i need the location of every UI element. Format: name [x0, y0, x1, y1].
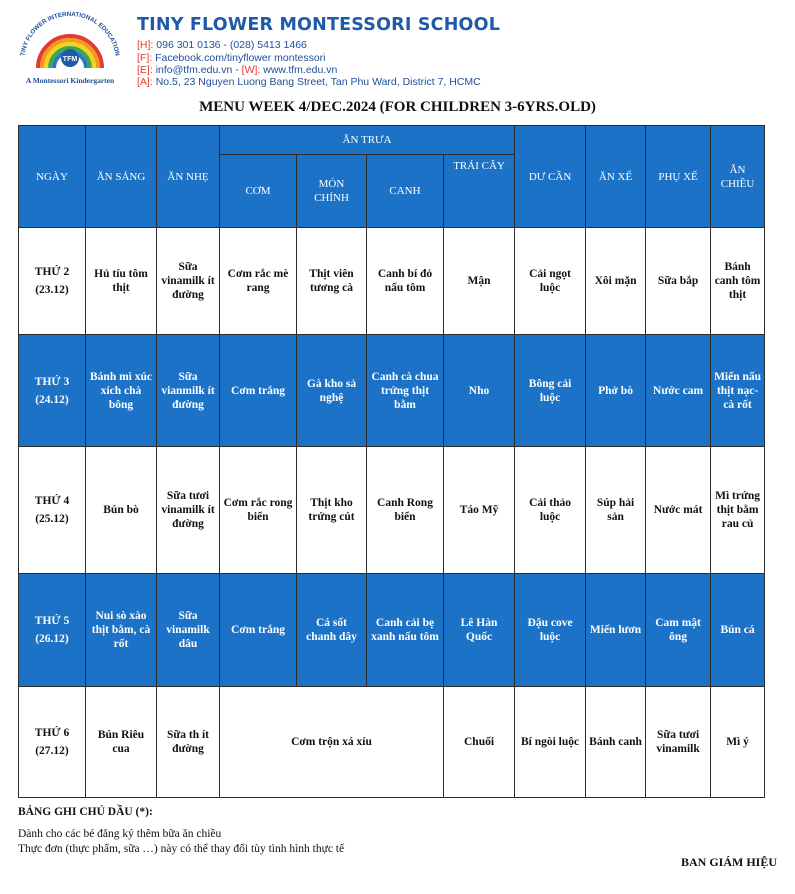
table-row: [19, 574, 765, 687]
contact-facebook: [137, 52, 326, 64]
an-chieu-cell: Miến nấu thịt nạc-cà rốt: [711, 335, 765, 447]
address-value: No.5, 23 Nguyen Luong Bang Street, Tan Phu Ward, District 7, HCMC: [155, 76, 481, 88]
an-sang-cell: Nui sò xào thịt bằm, cà rốt: [86, 574, 157, 687]
col-header-mon-chinh: MÓN CHÍNH: [297, 155, 367, 228]
notes-heading: BẢNG GHI CHÚ DẦU (*):: [18, 806, 153, 818]
contact-phone: [137, 39, 307, 51]
du-can-cell: Bí ngòi luộc: [515, 687, 586, 798]
logo-arc-text: TINY FLOWER INTERNATIONAL EDUCATION: [19, 10, 121, 57]
contact-email-web: [137, 64, 337, 76]
an-sang-cell: Bún Riêu cua: [86, 687, 157, 798]
mon-chinh-cell: Thịt kho trứng cút: [297, 447, 367, 574]
an-xe-cell: Phở bò: [586, 335, 646, 447]
mon-chinh-cell: Cá sốt chanh dây: [297, 574, 367, 687]
day-name: THỨ 4: [34, 495, 70, 507]
canh-cell: Canh cà chua trứng thịt bằm: [367, 335, 444, 447]
trai-cay-cell: Táo Mỹ: [444, 447, 515, 574]
email-link[interactable]: info@tfm.edu.vn: [155, 64, 233, 76]
day-name: THỨ 3: [34, 375, 70, 388]
col-header-ngay: NGÀY: [19, 126, 86, 228]
an-chieu-cell: Mì trứng thịt bằm rau củ: [711, 447, 765, 574]
facebook-link[interactable]: Facebook.com/tinyflower montessori: [155, 52, 326, 64]
an-nhe-cell: Sữa th ít đường: [157, 687, 220, 798]
day-name: THỨ 5: [34, 615, 70, 627]
web-separator: -: [232, 64, 242, 76]
an-nhe-cell: Sữa vinamilk ít đường: [157, 228, 220, 335]
an-sang-cell: Hủ tíu tôm thịt: [86, 228, 157, 335]
canh-cell: Canh bí đỏ nấu tôm: [367, 228, 444, 335]
table-row: [19, 447, 765, 574]
day-date: (27.12): [35, 745, 69, 757]
an-nhe-cell: Sữa tươi vinamilk ít đường: [157, 447, 220, 574]
logo-tagline: A Montessori Kindergarten: [25, 76, 115, 85]
school-logo: [14, 10, 126, 88]
facebook-key: [F]:: [137, 52, 153, 64]
phu-xe-cell: Cam mật ông: [646, 574, 711, 687]
web-link[interactable]: www.tfm.edu.vn: [263, 64, 338, 76]
trai-cay-cell: Lê Hàn Quốc: [444, 574, 515, 687]
col-header-phu-xe: PHỤ XẾ: [646, 126, 711, 228]
col-header-du-can: DƯ CẦN: [515, 126, 586, 228]
table-row: [19, 228, 765, 335]
day-date: (26.12): [35, 633, 69, 645]
phu-xe-cell: Sữa bắp: [646, 228, 711, 335]
an-chieu-cell: Bánh canh tôm thịt: [711, 228, 765, 335]
canh-cell: Canh cải bẹ xanh nấu tôm: [367, 574, 444, 687]
trai-cay-cell: Chuối: [444, 687, 515, 798]
notes-line-1: Dành cho các bé đăng ký thêm bữa ăn chiều: [18, 828, 222, 840]
col-header-an-chieu: ĂN CHIỀU: [711, 126, 765, 228]
trai-cay-cell: Mận: [444, 228, 515, 335]
an-chieu-cell: Bún cá: [711, 574, 765, 687]
day-cell: [19, 335, 86, 447]
an-nhe-cell: Sữa vianmilk ít đường: [157, 335, 220, 447]
table-row: [19, 687, 765, 798]
day-name: THỨ 2: [34, 266, 70, 278]
day-name: THỨ 6: [34, 727, 70, 739]
email-key: [E]:: [137, 64, 153, 76]
web-key: [W]:: [241, 64, 261, 76]
col-header-an-xe: ĂN XẾ: [586, 126, 646, 228]
contact-address: [137, 76, 481, 88]
an-xe-cell: Bánh canh: [586, 687, 646, 798]
an-sang-cell: Bún bò: [86, 447, 157, 574]
address-key: [A]:: [137, 76, 153, 88]
day-date: (24.12): [35, 393, 69, 406]
day-cell: [19, 687, 86, 798]
com-cell: Cơm trắng: [220, 574, 297, 687]
an-nhe-cell: Sữa vinamilk dâu: [157, 574, 220, 687]
day-date: (23.12): [35, 284, 69, 296]
phone-key: [H]:: [137, 39, 154, 51]
lunch-combined-cell: Cơm trộn xá xíu: [220, 687, 444, 798]
an-xe-cell: Xôi mặn: [586, 228, 646, 335]
canh-cell: Canh Rong biển: [367, 447, 444, 574]
logo-center-text: TFM: [62, 56, 78, 63]
du-can-cell: Đậu cove luộc: [515, 574, 586, 687]
du-can-cell: Cải ngọt luộc: [515, 228, 586, 335]
mon-chinh-cell: Thịt viên tương cà: [297, 228, 367, 335]
day-cell: [19, 228, 86, 335]
mon-chinh-cell: Gà kho sả nghệ: [297, 335, 367, 447]
menu-table: [18, 125, 765, 798]
menu-title: MENU WEEK 4/DEC.2024 (FOR CHILDREN 3-6YRS.OLD): [199, 99, 596, 115]
com-cell: Cơm rắc mè rang: [220, 228, 297, 335]
notes-line-2: Thực đơn (thực phẩm, sữa …) này có thể thay đổi tùy tình hình thực tế: [18, 843, 345, 855]
col-header-com: CƠM: [220, 155, 297, 228]
an-chieu-cell: Mì ý: [711, 687, 765, 798]
du-can-cell: Cải thảo luộc: [515, 447, 586, 574]
table-row: [19, 335, 765, 447]
col-header-canh: CANH: [367, 155, 444, 228]
du-can-cell: Bông cải luộc: [515, 335, 586, 447]
an-xe-cell: Súp hải sản: [586, 447, 646, 574]
an-xe-cell: Miến lươn: [586, 574, 646, 687]
phone-value: 096 301 0136 - (028) 5413 1466: [156, 39, 307, 51]
school-name: TINY FLOWER MONTESSORI SCHOOL: [137, 15, 501, 35]
col-header-an-trua: ĂN TRƯA: [220, 126, 515, 155]
col-header-an-sang: ĂN SÁNG: [86, 126, 157, 228]
com-cell: Cơm rắc rong biển: [220, 447, 297, 574]
com-cell: Cơm trắng: [220, 335, 297, 447]
col-header-trai-cay: TRÁI CÂY: [444, 155, 515, 228]
an-sang-cell: Bánh mì xúc xích chà bông: [86, 335, 157, 447]
day-cell: [19, 447, 86, 574]
phu-xe-cell: Nước cam: [646, 335, 711, 447]
col-header-an-nhe: ĂN NHẸ: [157, 126, 220, 228]
day-cell: [19, 574, 86, 687]
phu-xe-cell: Sữa tươi vinamilk: [646, 687, 711, 798]
phu-xe-cell: Nước mát: [646, 447, 711, 574]
day-date: (25.12): [35, 513, 69, 525]
signer: BAN GIÁM HIỆU: [680, 855, 777, 869]
trai-cay-cell: Nho: [444, 335, 515, 447]
